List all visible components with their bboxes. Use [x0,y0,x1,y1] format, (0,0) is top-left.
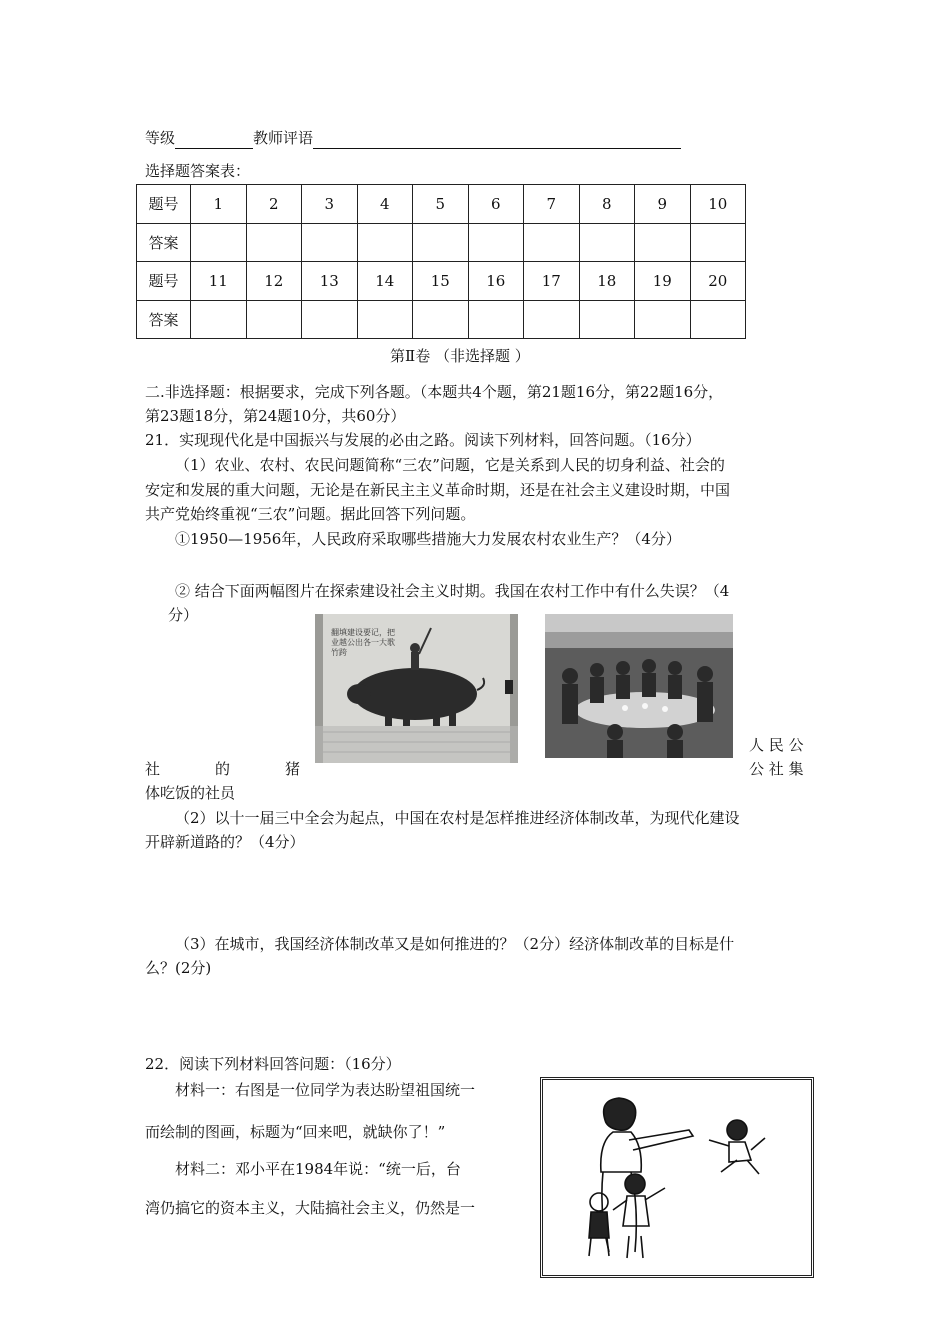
q21-p1-line: 安定和发展的重大问题，无论是在新民主主义革命时期，还是在社会主义建设时期，中国 [145,481,731,499]
row-label: 题号 [137,185,191,224]
answer-cell[interactable] [246,300,302,339]
q21-p3-line: （3）在城市，我国经济体制改革又是如何推进的？（2分）经济体制改革的目标是什 [175,935,735,953]
cartoon-image [543,1080,811,1275]
reunification-cartoon [540,1077,814,1278]
table-row [137,300,746,339]
answer-cell[interactable] [357,300,413,339]
answer-cell[interactable] [635,300,691,339]
q21-p2-line: （2）以十一届三中全会为起点，中国在农村是怎样推进经济体制改革，为现代化建设 [175,809,740,827]
canteen-image [545,614,733,758]
answer-cell[interactable] [690,300,746,339]
q22-m2-line: 湾仍搞它的资本主义，大陆搞社会主义，仍然是一 [145,1199,476,1217]
commune-canteen-photo [545,614,733,758]
poster-text: 翻填建设要记，把业越公出各一大歌竹跨 [331,628,395,657]
caption-right-line: 人 民 公 [749,736,804,754]
teacher-comment-blank[interactable] [313,132,681,149]
question-number: 5 [413,185,469,224]
q21-p3-line: 么？(2分) [145,959,212,977]
commune-pig-photo [315,614,518,763]
q21-sub2-line: 分） [168,606,199,624]
caption-left-char: 社 [145,760,161,778]
teacher-comment-label: 教师评语 [253,129,314,147]
answer-cell[interactable] [468,300,524,339]
q21-p2-line: 开辟新道路的？（4分） [145,833,305,851]
question-number: 20 [690,262,746,301]
question-number: 10 [690,185,746,224]
question-number: 3 [302,185,358,224]
q21-p1-line: 共产党始终重视“三农”问题。据此回答下列问题。 [145,505,476,523]
table-row [137,223,746,262]
answer-cell[interactable] [302,223,358,262]
section-title: 第Ⅱ卷 （非选择题 ） [390,347,530,365]
question-number: 17 [524,262,580,301]
answer-table-caption: 选择题答案表： [145,162,251,180]
answer-table [136,184,746,339]
answer-cell[interactable] [635,223,691,262]
question-number: 4 [357,185,413,224]
question-number: 16 [468,262,524,301]
question-number: 6 [468,185,524,224]
question-number: 7 [524,185,580,224]
caption-left-char: 的 [215,760,231,778]
row-label: 答案 [137,223,191,262]
table-row [137,262,746,301]
q21-sub1: ①1950—1956年，人民政府采取哪些措施大力发展农村农业生产？（4分） [175,530,681,548]
answer-cell[interactable] [524,223,580,262]
answer-cell[interactable] [191,223,247,262]
grade-label: 等级 [145,129,176,147]
answer-cell[interactable] [357,223,413,262]
question-number: 9 [635,185,691,224]
question-number: 2 [246,185,302,224]
table-row [137,185,746,224]
grade-blank[interactable] [175,132,253,149]
answer-cell[interactable] [690,223,746,262]
q22-m2-line: 材料二：邓小平在1984年说：“统一后，台 [175,1160,461,1178]
question-number: 13 [302,262,358,301]
row-label: 答案 [137,300,191,339]
question-number: 19 [635,262,691,301]
answer-cell[interactable] [302,300,358,339]
question-number: 15 [413,262,469,301]
question-number: 18 [579,262,635,301]
question-number: 1 [191,185,247,224]
question-number: 12 [246,262,302,301]
q21-p1-line: （1）农业、农村、农民问题简称“三农”问题，它是关系到人民的切身利益、社会的 [175,456,725,474]
answer-cell[interactable] [413,300,469,339]
answer-cell[interactable] [468,223,524,262]
caption-left-char: 猪 [285,760,301,778]
answer-cell[interactable] [579,223,635,262]
section-intro-line: 第23题18分，第24题10分，共60分） [145,407,406,425]
q21-sub2-line: ② 结合下面两幅图片在探索建设社会主义时期。我国在农村工作中有什么失误？（4 [175,582,730,600]
caption-right-line: 公 社 集 [749,760,804,778]
q21-title: 21．实现现代化是中国振兴与发展的必由之路。阅读下列材料，回答问题。（16分） [145,431,701,449]
q22-m1-line: 而绘制的图画，标题为“回来吧，就缺你了！” [145,1123,446,1141]
answer-cell[interactable] [524,300,580,339]
q22-title: 22．阅读下列材料回答问题：（16分） [145,1055,401,1073]
question-number: 11 [191,262,247,301]
row-label: 题号 [137,262,191,301]
answer-cell[interactable] [579,300,635,339]
section-intro-line: 二.非选择题：根据要求，完成下列各题。（本题共4个题，第21题16分，第22题16分， [145,383,724,401]
answer-cell[interactable] [413,223,469,262]
question-number: 8 [579,185,635,224]
q22-m1-line: 材料一：右图是一位同学为表达盼望祖国统一 [175,1081,476,1099]
question-number: 14 [357,262,413,301]
caption-last: 体吃饭的社员 [145,784,236,802]
header-line [145,127,681,149]
answer-cell[interactable] [246,223,302,262]
answer-cell[interactable] [191,300,247,339]
